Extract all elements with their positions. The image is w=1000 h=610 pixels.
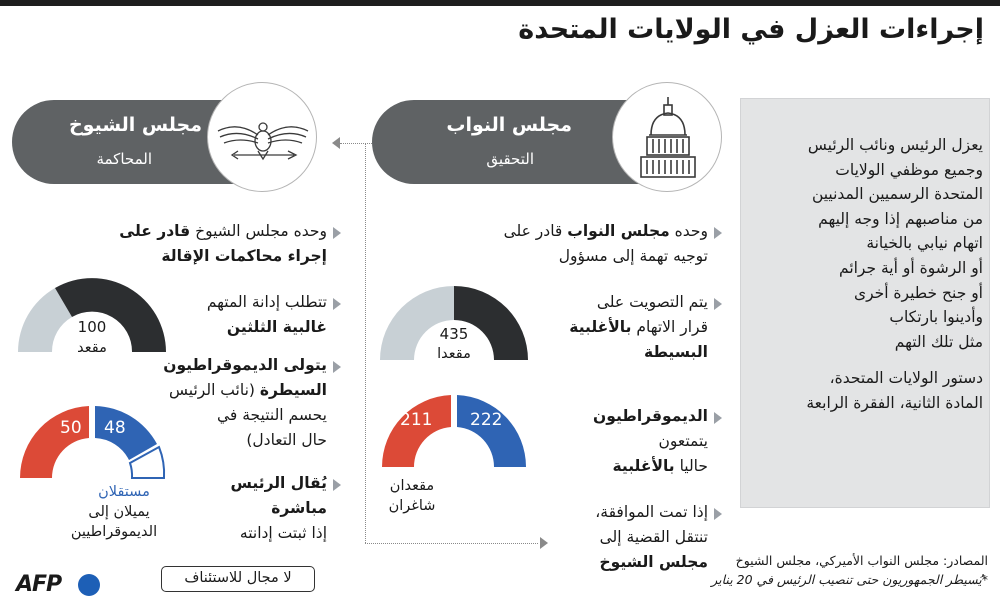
constitution-line: يعزل الرئيس ونائب الرئيس	[807, 136, 983, 154]
house-split-gauge	[378, 393, 530, 469]
house-point-3	[540, 404, 708, 479]
house-role: التحقيق	[486, 150, 534, 168]
text-bold: قادر على	[119, 222, 191, 240]
constitution-line: وأدينوا بارتكاب	[889, 308, 983, 327]
house-point-1	[440, 219, 708, 269]
constitution-text	[747, 133, 983, 416]
house-vacant-a: مقعدان	[389, 478, 435, 494]
text: توجيه تهمة إلى مسؤول	[558, 247, 708, 265]
senate-point-3	[160, 353, 327, 453]
afp-logo-dot	[78, 574, 100, 596]
text-bold: مجلس النواب	[567, 222, 670, 240]
senate-gauge-total: 100	[77, 318, 107, 336]
house-gauge-label: مقعدا	[437, 346, 471, 362]
text-bold: يُقال الرئيس	[230, 474, 327, 492]
democrat-arc	[457, 395, 526, 467]
constitution-line: مثل تلك التهم	[894, 332, 983, 351]
senate-eagle-icon	[208, 83, 318, 193]
senate-point-2	[172, 290, 327, 340]
bullet-arrow	[333, 361, 341, 373]
text-bold: السيطرة	[259, 381, 327, 399]
top-rule	[0, 0, 1000, 6]
text-bold: مجلس الشيوخ	[599, 553, 708, 571]
connector-top	[340, 143, 372, 144]
text: إذا تمت الموافقة،	[595, 503, 708, 521]
afp-logo: AFP	[16, 572, 62, 597]
senate-emblem	[207, 82, 317, 192]
constitution-source: المادة الثانية، الفقرة الرابعة	[806, 393, 983, 412]
footnote-text: *يُسيطر الجمهوريون حتى تنصيب الرئيس في 20 يناير	[711, 572, 988, 587]
house-point-4	[540, 500, 708, 575]
constitution-line: المتحدة الرسميين المدنيين	[811, 185, 983, 204]
text-bold: يتولى الديموقراطيون	[163, 356, 327, 374]
senate-role: المحاكمة	[96, 150, 152, 168]
text: تنتقل القضية إلى	[599, 528, 708, 546]
connector-vertical	[365, 143, 366, 543]
house-seats-rep: 211	[400, 410, 433, 430]
house-name: مجلس النواب	[446, 114, 572, 136]
senate-point-4	[172, 471, 327, 546]
sources-text: المصادر: مجلس النواب الأميركي، مجلس الشيوخ	[735, 553, 988, 568]
text: قادر على	[503, 222, 563, 240]
senate-independents-c: الديموقراطيين	[70, 524, 158, 540]
republican-arc	[20, 406, 89, 478]
constitution-line: من مناصبهم إذا وجه إليهم	[818, 209, 983, 228]
text-bold: الديموقراطيون	[593, 407, 708, 425]
text: (نائب الرئيس	[169, 381, 255, 399]
text: إذا ثبتت إدانته	[239, 524, 327, 542]
no-appeal-box: لا مجال للاستئناف	[161, 566, 315, 592]
text: حاليا	[679, 457, 708, 475]
bullet-arrow	[714, 508, 722, 520]
text-bold: إجراء محاكمات الإقالة	[161, 247, 327, 265]
house-vacant-b: شاغران	[388, 498, 436, 514]
text: يتم التصويت على	[596, 293, 708, 311]
text: قرار الاتهام	[636, 318, 708, 336]
bullet-arrow	[333, 227, 341, 239]
senate-name: مجلس الشيوخ	[68, 114, 202, 136]
constitution-scroll	[740, 98, 990, 508]
senate-independents-a: مستقلان	[98, 484, 150, 500]
text: تتطلب إدانة المتهم	[206, 293, 327, 311]
constitution-line: أو جنح خطيرة أخرى	[853, 283, 983, 302]
house-seats-dem: 222	[470, 410, 503, 430]
text: حال التعادل)	[246, 431, 327, 449]
text-bold: بالأغلبية	[612, 457, 675, 475]
house-gauge-total: 435	[439, 325, 469, 343]
constitution-line: اتهام نيابي بالخيانة	[866, 234, 983, 253]
bullet-arrow	[333, 298, 341, 310]
house-point-2	[540, 290, 708, 365]
bullet-arrow	[714, 412, 722, 424]
senate-seats-dem: 48	[104, 418, 126, 438]
text: يتمتعون	[658, 432, 708, 450]
text-bold: مباشرة	[271, 499, 327, 517]
constitution-line: أو الرشوة أو أية جرائم	[839, 258, 983, 277]
connector-arrowhead	[332, 137, 340, 149]
senate-independents-b: يميلان إلى	[88, 504, 150, 520]
connector-bottom	[365, 543, 538, 544]
bullet-arrow	[714, 298, 722, 310]
senate-gauge-label: مقعد	[77, 340, 107, 356]
bullet-arrow	[714, 227, 722, 239]
senate-seats-rep: 50	[60, 418, 82, 438]
text-bold: بالأغلبية	[569, 318, 632, 336]
page-title: إجراءات العزل في الولايات المتحدة	[518, 14, 984, 45]
bullet-arrow	[333, 479, 341, 491]
text-bold: غالبية الثلثين	[226, 318, 327, 336]
capitol-dome-icon	[613, 83, 723, 193]
text: وحده	[674, 222, 708, 240]
text-bold: البسيطة	[643, 343, 708, 361]
bullet-arrow	[540, 537, 548, 549]
text: يحسم النتيجة في	[216, 406, 327, 424]
constitution-source: دستور الولايات المتحدة،	[829, 369, 983, 388]
house-emblem	[612, 82, 722, 192]
senate-split-gauge	[16, 404, 168, 480]
constitution-line: وجميع موظفي الولايات	[835, 160, 983, 179]
senate-point-1	[40, 219, 327, 269]
republican-arc	[382, 395, 451, 467]
text: وحده مجلس الشيوخ	[195, 222, 327, 240]
